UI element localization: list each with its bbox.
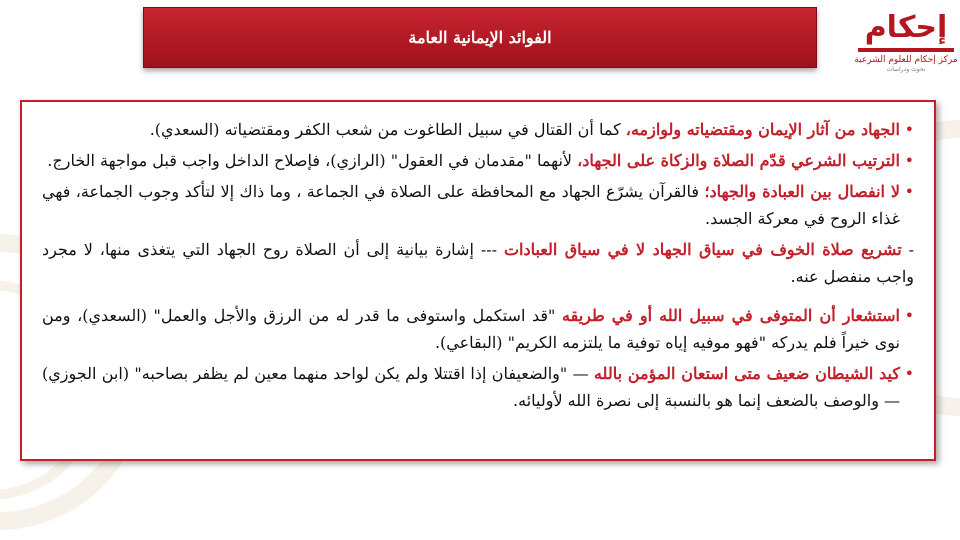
bullet-icon: • — [904, 120, 914, 139]
benefit-item — [42, 116, 914, 143]
content-panel — [20, 100, 936, 461]
bullet-icon: • — [904, 364, 914, 383]
note-prefix: - — [901, 240, 914, 259]
benefit-text: "قد استكمل واستوفى ما قدر له من الرزق والأجل والعمل" (السعدي)، ومن نوى خيراً فلم يدركه "فهو موفيه إياه توفية ما يلتزمه الكريم" (البقاعي). — [42, 306, 900, 352]
benefit-text: كما أن القتال في سبيل الطاغوت من شعب الكفر ومقتضياته (السعدي). — [149, 120, 626, 139]
benefit-note — [42, 236, 914, 290]
benefit-heading: استشعار أن المتوفى في سبيل الله أو في طريقه — [562, 306, 901, 325]
logo-subtitle: مركز إحكام للعلوم الشرعية — [854, 55, 958, 65]
benefit-text: — "والضعيفان إذا اقتتلا ولم يكن لواحد منهما معين لم يظفر بصاحبه" (ابن الجوزي) — والوصف بالضعف إنما هو بالنسبة إلى نصرة الله لأوليائه. — [42, 364, 900, 410]
benefit-item — [42, 302, 914, 356]
bullet-icon: • — [904, 306, 914, 325]
bullet-icon: • — [904, 182, 914, 201]
bullet-icon: • — [904, 151, 914, 170]
slide-title: الفوائد الإيمانية العامة — [408, 28, 552, 47]
benefit-heading: الجهاد من آثار الإيمان ومقتضياته ولوازمه، — [625, 120, 900, 139]
logo-wordmark: إحكام — [864, 10, 948, 45]
benefit-text: لأنهما "مقدمان في العقول" (الرازي)، فإصلاح الداخل واجب قبل مواجهة الخارج. — [47, 151, 578, 170]
logo-tagline: بحوث ودراسات — [886, 66, 926, 73]
benefit-heading: كيد الشيطان ضعيف متى استعان المؤمن بالله — [593, 364, 900, 383]
benefit-item — [42, 178, 914, 232]
benefit-heading: الترتيب الشرعي قدّم الصلاة والزكاة على الجهاد، — [577, 151, 900, 170]
logo-underline — [858, 48, 954, 52]
slide-title-bar — [143, 7, 817, 68]
benefit-text: --- إشارة بيانية إلى أن الصلاة روح الجهاد التي يتغذى منها، لا مجرد واجب منفصل عنه. — [42, 240, 914, 286]
benefit-item — [42, 360, 914, 414]
benefit-heading: لا انفصال بين العبادة والجهاد؛ — [704, 182, 901, 201]
benefit-item — [42, 147, 914, 174]
benefit-heading: تشريع صلاة الخوف في سياق الجهاد لا في سياق العبادات — [503, 240, 902, 259]
benefit-text: فالقرآن يشرّع الجهاد مع المحافظة على الصلاة في الجماعة ، وما ذاك إلا لتأكد وجوب الجماعة، فهي غذاء الروح في معركة الجسد. — [42, 182, 900, 228]
brand-logo — [854, 4, 958, 80]
